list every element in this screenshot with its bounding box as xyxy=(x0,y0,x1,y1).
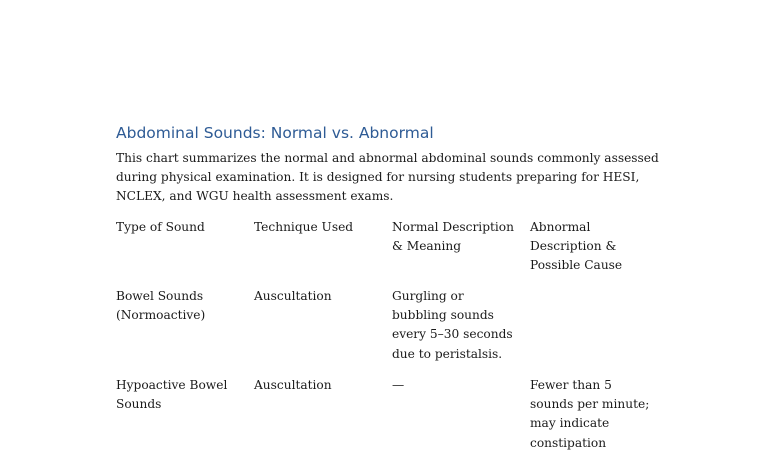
cell-technique: Auscultation xyxy=(254,289,332,303)
cell-type: Hypoactive Bowel Sounds xyxy=(116,378,228,412)
intro-paragraph: This chart summarizes the normal and abnormal abdominal sounds commonly assessed during physical examination. It is designed for nursing students preparing for HESI, NCLEX, and WGU health assessment exams. xyxy=(116,151,659,204)
cell-normal: — xyxy=(392,378,405,392)
cell-technique: Auscultation xyxy=(254,378,332,392)
header-abnormal-description: Abnormal Description & Possible Cause xyxy=(530,220,623,273)
cell-abnormal: Fewer than 5 sounds per minute; may indicate constipation xyxy=(530,378,650,450)
header-normal-description: Normal Description & Meaning xyxy=(392,220,514,254)
cell-type: Bowel Sounds (Normoactive) xyxy=(116,289,206,323)
header-type-of-sound: Type of Sound xyxy=(116,220,205,234)
cell-normal: Gurgling or bubbling sounds every 5–30 seconds due to peristalsis. xyxy=(392,289,513,361)
document-title: Abdominal Sounds: Normal vs. Abnormal xyxy=(116,124,434,142)
header-technique-used: Technique Used xyxy=(254,220,354,234)
